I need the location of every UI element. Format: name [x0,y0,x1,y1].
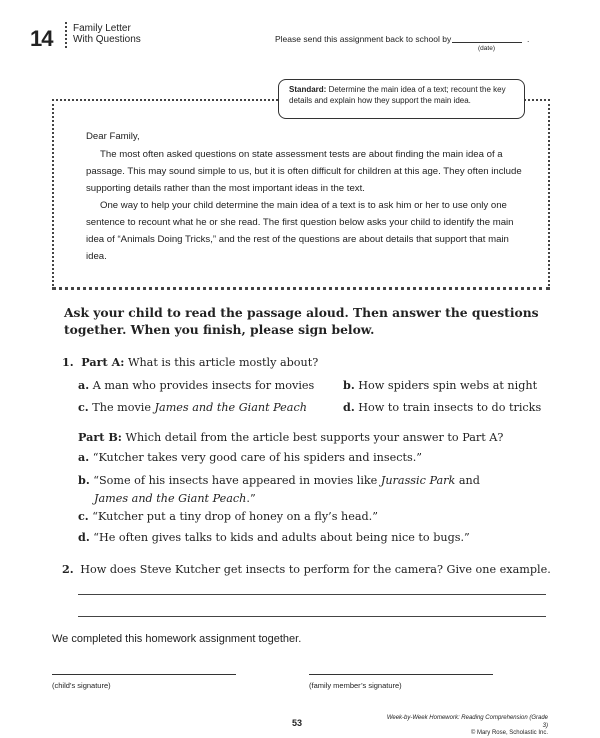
choice-letter: c. [78,509,89,523]
send-back-text: Please send this assignment back to school by [275,34,452,44]
letter-paragraph-2: One way to help your child determine the main idea of a text is to ask him or her to use only one sentence to recount what he or she read. The first question below asks your child to identify the main idea of “Animals Doing Tricks,” and the rest of the questions are about details that support that main idea. [86,200,514,262]
question-1-number: 1. [62,355,74,369]
family-signature-line[interactable] [309,674,493,675]
lesson-type-line1: Family Letter [73,23,131,34]
movie-title-2: James and the Giant Peach [94,492,247,505]
letter-greeting: Dear Family, [86,131,140,142]
choice-letter: d. [78,530,90,544]
answer-line-1[interactable] [78,594,546,595]
choice-a-1[interactable] [78,378,314,393]
choice-text: How to train insects to do tricks [358,401,542,414]
family-letter [86,128,526,265]
choice-letter: b. [78,473,90,487]
question-2 [62,562,551,577]
completed-statement: We completed this homework assignment together. [52,633,302,645]
choice-text: “Kutcher put a tiny drop of honey on a fly’s head.” [92,510,378,523]
choice-c-2[interactable] [78,509,378,524]
page-number: 53 [292,718,303,728]
choice-c-1[interactable] [78,400,307,415]
lesson-type-line2: With Questions [73,33,141,45]
instructions: Ask your child to read the passage aloud. Then answer the questions together. When you finish, please sign below. [64,305,539,337]
choice-text-end: .” [246,492,256,505]
movie-title: James and the Giant Peach [154,401,307,414]
header-divider [65,22,67,48]
lesson-number: 14 [30,26,53,51]
credit-line-2: © Mary Rose, Scholastic Inc. [470,730,548,736]
credit-line-1: Week-by-Week Homework: Reading Comprehension (Grade 3) [386,715,548,729]
footer-credit [380,715,548,738]
letter-paragraph-1: The most often asked questions on state assessment tests are about finding the main idea of a passage. This may sound simple to us, but it is often difficult for children at this age. They often include supporting details rather than the most important ideas in the text. [86,149,522,194]
part-b-text: Which detail from the article best supports your answer to Part A? [125,431,504,444]
part-b-label: Part B: [78,430,122,444]
choice-letter: d. [343,400,355,414]
choice-letter: a. [78,378,90,392]
choice-text: “Some of his insects have appeared in movies like [93,474,381,487]
choice-text: How spiders spin webs at night [358,379,538,392]
choice-d-1[interactable] [343,400,541,415]
choice-text: The movie [92,401,155,414]
question-1-part-b [78,430,503,445]
child-signature-line[interactable] [52,674,236,675]
choice-text-mid: and [455,474,480,487]
date-label: (date) [478,45,495,52]
choice-text: A man who provides insects for movies [92,379,315,392]
choice-d-2[interactable] [78,530,470,545]
answer-line-2[interactable] [78,616,546,617]
standard-box [278,79,525,119]
standard-text: Determine the main idea of a text; recount the key details and explain how they support the main idea. [289,85,506,105]
choice-text: “Kutcher takes very good care of his spiders and insects.” [92,451,423,464]
date-field[interactable] [452,42,522,43]
choice-a-2[interactable] [78,450,422,465]
choice-text: “He often gives talks to kids and adults about being nice to bugs.” [93,531,470,544]
choice-letter: c. [78,400,89,414]
choice-b-1[interactable] [343,378,537,393]
question-2-number: 2. [62,562,74,576]
choice-letter: a. [78,450,90,464]
child-signature-label: (child’s signature) [52,681,111,690]
standard-label: Standard: [289,85,327,94]
question-1-part-a [62,355,318,370]
family-signature-label: (family member’s signature) [309,681,402,690]
part-a-text: What is this article mostly about? [127,356,319,369]
choice-letter: b. [343,378,355,392]
choice-b-2[interactable] [78,471,538,508]
date-period: . [527,34,530,44]
part-a-label: Part A: [81,355,125,369]
question-2-text: How does Steve Kutcher get insects to perform for the camera? Give one example. [80,563,551,576]
lesson-type [73,24,141,45]
movie-title: Jurassic Park [380,474,456,487]
